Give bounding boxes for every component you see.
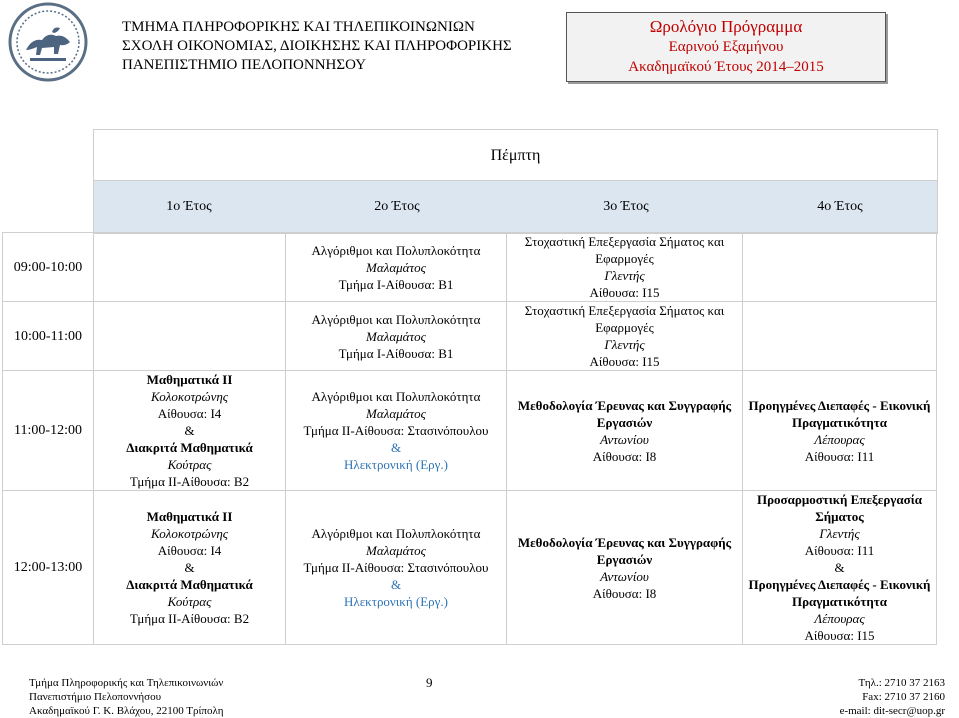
year-4-cell — [743, 233, 937, 302]
course-title: Μαθηματικά ΙΙ — [146, 509, 233, 524]
lab-course-title: Ηλεκτρονική (Εργ.) — [344, 457, 448, 472]
ampersand: & — [834, 560, 845, 575]
year-1-cell — [94, 233, 286, 302]
time-slot: 12:00-13:00 — [3, 491, 94, 645]
ampersand: & — [184, 560, 195, 575]
room: Τμήμα Ι-Αίθουσα: Β1 — [338, 276, 454, 292]
course-title: Μεθοδολογία Έρευνας και Συγγραφής Εργασιών — [517, 534, 732, 567]
room: Τμήμα ΙΙ-Αίθουσα: Β2 — [129, 474, 250, 489]
instructor: Γλεντής — [604, 337, 645, 352]
footer-street: Ακαδημαϊκού Γ. Κ. Βλάχου, 22100 Τρίπολη — [29, 705, 224, 717]
course-title: Μαθηματικά ΙΙ — [146, 372, 233, 387]
room: Τμήμα ΙΙ-Αίθουσα: Β2 — [129, 611, 250, 626]
room: Αίθουσα: Ι8 — [592, 585, 657, 601]
ampersand: & — [390, 577, 402, 592]
year-4-cell — [743, 491, 937, 645]
university-name: ΠΑΝΕΠΙΣΤΗΜΙΟ ΠΕΛΟΠΟΝΝΗΣΟΥ — [122, 57, 367, 73]
instructor: Κολοκοτρώνης — [150, 389, 229, 404]
room: Αίθουσα: Ι8 — [592, 448, 657, 464]
year-1-header: 1ο Έτος — [166, 199, 212, 214]
year-3-cell — [507, 302, 743, 371]
instructor: Μαλαμάτος — [366, 259, 426, 275]
instructor: Αντωνίου — [600, 568, 649, 584]
year-2-cell — [286, 302, 507, 371]
footer-contact — [840, 676, 945, 718]
time-slot: 09:00-10:00 — [3, 233, 94, 302]
footer-address — [29, 676, 223, 718]
year-header-row — [93, 180, 938, 234]
ampersand: & — [390, 440, 402, 455]
year-2-cell — [286, 233, 507, 302]
room: Τμήμα Ι-Αίθουσα: Β1 — [338, 345, 454, 361]
year-2-header: 2ο Έτος — [374, 199, 420, 214]
instructor: Μαλαμάτος — [366, 406, 426, 421]
department-header — [122, 18, 512, 75]
course-title: Προηγμένες Διεπαφές - Εικονική Πραγματικότητα — [748, 397, 931, 430]
course-title: Μεθοδολογία Έρευνας και Συγγραφής Εργασιών — [517, 397, 732, 430]
year-4-header: 4ο Έτος — [817, 199, 863, 214]
department-name: ΤΜΗΜΑ ΠΛΗΡΟΦΟΡΙΚΗΣ ΚΑΙ ΤΗΛΕΠΙΚΟΙΝΩΝΙΩΝ — [122, 19, 475, 35]
year-4-cell — [743, 302, 937, 371]
footer-university: Πανεπιστήμιο Πελοποννήσου — [29, 691, 162, 703]
year-3-cell — [507, 233, 743, 302]
table-row — [3, 302, 937, 371]
semester-label: Εαρινού Εξαμήνου — [668, 39, 784, 55]
course-title: Αλγόριθμοι και Πολυπλοκότητα — [311, 526, 481, 541]
page-title: Ωρολόγιο Πρόγραμμα — [649, 17, 803, 36]
course-title: Προηγμένες Διεπαφές - Εικονική Πραγματικότητα — [748, 577, 931, 609]
room: Αίθουσα: Ι4 — [157, 406, 222, 421]
time-slot: 10:00-11:00 — [3, 302, 94, 371]
course-title: Διακριτά Μαθηματικά — [126, 577, 253, 592]
ampersand: & — [184, 423, 195, 438]
room: Αίθουσα: Ι15 — [804, 628, 875, 643]
instructor: Κούτρας — [167, 594, 212, 609]
room: Αίθουσα: Ι15 — [589, 285, 660, 300]
instructor: Γλεντής — [604, 268, 645, 283]
table-row — [3, 371, 937, 491]
title-box — [566, 12, 886, 82]
year-3-header: 3ο Έτος — [603, 199, 649, 214]
instructor: Λέπουρας — [814, 431, 865, 447]
year-1-cell — [94, 491, 286, 645]
footer-email: e-mail: dit-secr@uop.gr — [839, 705, 945, 717]
day-heading: Πέμπτη — [93, 129, 938, 182]
course-title: Στοχαστική Επεξεργασία Σήματος και Εφαρμογές — [524, 303, 725, 335]
school-name: ΣΧΟΛΗ ΟΙΚΟΝΟΜΙΑΣ, ΔΙΟΙΚΗΣΗΣ ΚΑΙ ΠΛΗΡΟΦΟΡΙΚΗΣ — [122, 38, 512, 54]
university-seal-icon — [8, 2, 88, 82]
course-title: Στοχαστική Επεξεργασία Σήματος και Εφαρμογές — [524, 234, 725, 266]
timetable — [2, 232, 937, 645]
year-1-cell — [94, 371, 286, 491]
room: Αίθουσα: Ι15 — [589, 354, 660, 369]
year-2-cell — [286, 491, 507, 645]
page-number: 9 — [426, 675, 433, 690]
academic-year-label: Ακαδημαϊκού Έτους 2014–2015 — [628, 59, 824, 75]
instructor: Γλεντής — [819, 526, 860, 541]
instructor: Κολοκοτρώνης — [150, 526, 229, 541]
time-slot: 11:00-12:00 — [3, 371, 94, 491]
room: Αίθουσα: Ι4 — [157, 543, 222, 558]
room: Τμήμα ΙΙ-Αίθουσα: Στασινόπουλου — [303, 423, 489, 438]
course-title: Αλγόριθμοι και Πολυπλοκότητα — [311, 389, 481, 404]
year-3-cell — [507, 371, 743, 491]
lab-course-title: Ηλεκτρονική (Εργ.) — [344, 594, 448, 609]
year-2-cell — [286, 371, 507, 491]
footer-fax: Fax: 2710 37 2160 — [862, 691, 945, 703]
table-row — [3, 491, 937, 645]
room: Αίθουσα: Ι11 — [804, 543, 875, 558]
instructor: Κούτρας — [167, 457, 212, 472]
instructor: Λέπουρας — [814, 611, 865, 626]
footer-department: Τμήμα Πληροφορικής και Τηλεπικοινωνιών — [29, 677, 224, 689]
instructor: Αντωνίου — [600, 431, 649, 447]
course-title: Αλγόριθμοι και Πολυπλοκότητα — [311, 242, 481, 258]
footer-phone: Τηλ.: 2710 37 2163 — [858, 677, 945, 689]
table-row — [3, 233, 937, 302]
course-title: Αλγόριθμοι και Πολυπλοκότητα — [311, 311, 481, 327]
year-4-cell — [743, 371, 937, 491]
year-3-cell — [507, 491, 743, 645]
instructor: Μαλαμάτος — [366, 328, 426, 344]
room: Αίθουσα: Ι11 — [804, 448, 875, 464]
course-title: Προσαρμοστική Επεξεργασία Σήματος — [756, 492, 922, 524]
room: Τμήμα ΙΙ-Αίθουσα: Στασινόπουλου — [303, 560, 489, 575]
year-1-cell — [94, 302, 286, 371]
instructor: Μαλαμάτος — [366, 543, 426, 558]
course-title: Διακριτά Μαθηματικά — [126, 440, 253, 455]
